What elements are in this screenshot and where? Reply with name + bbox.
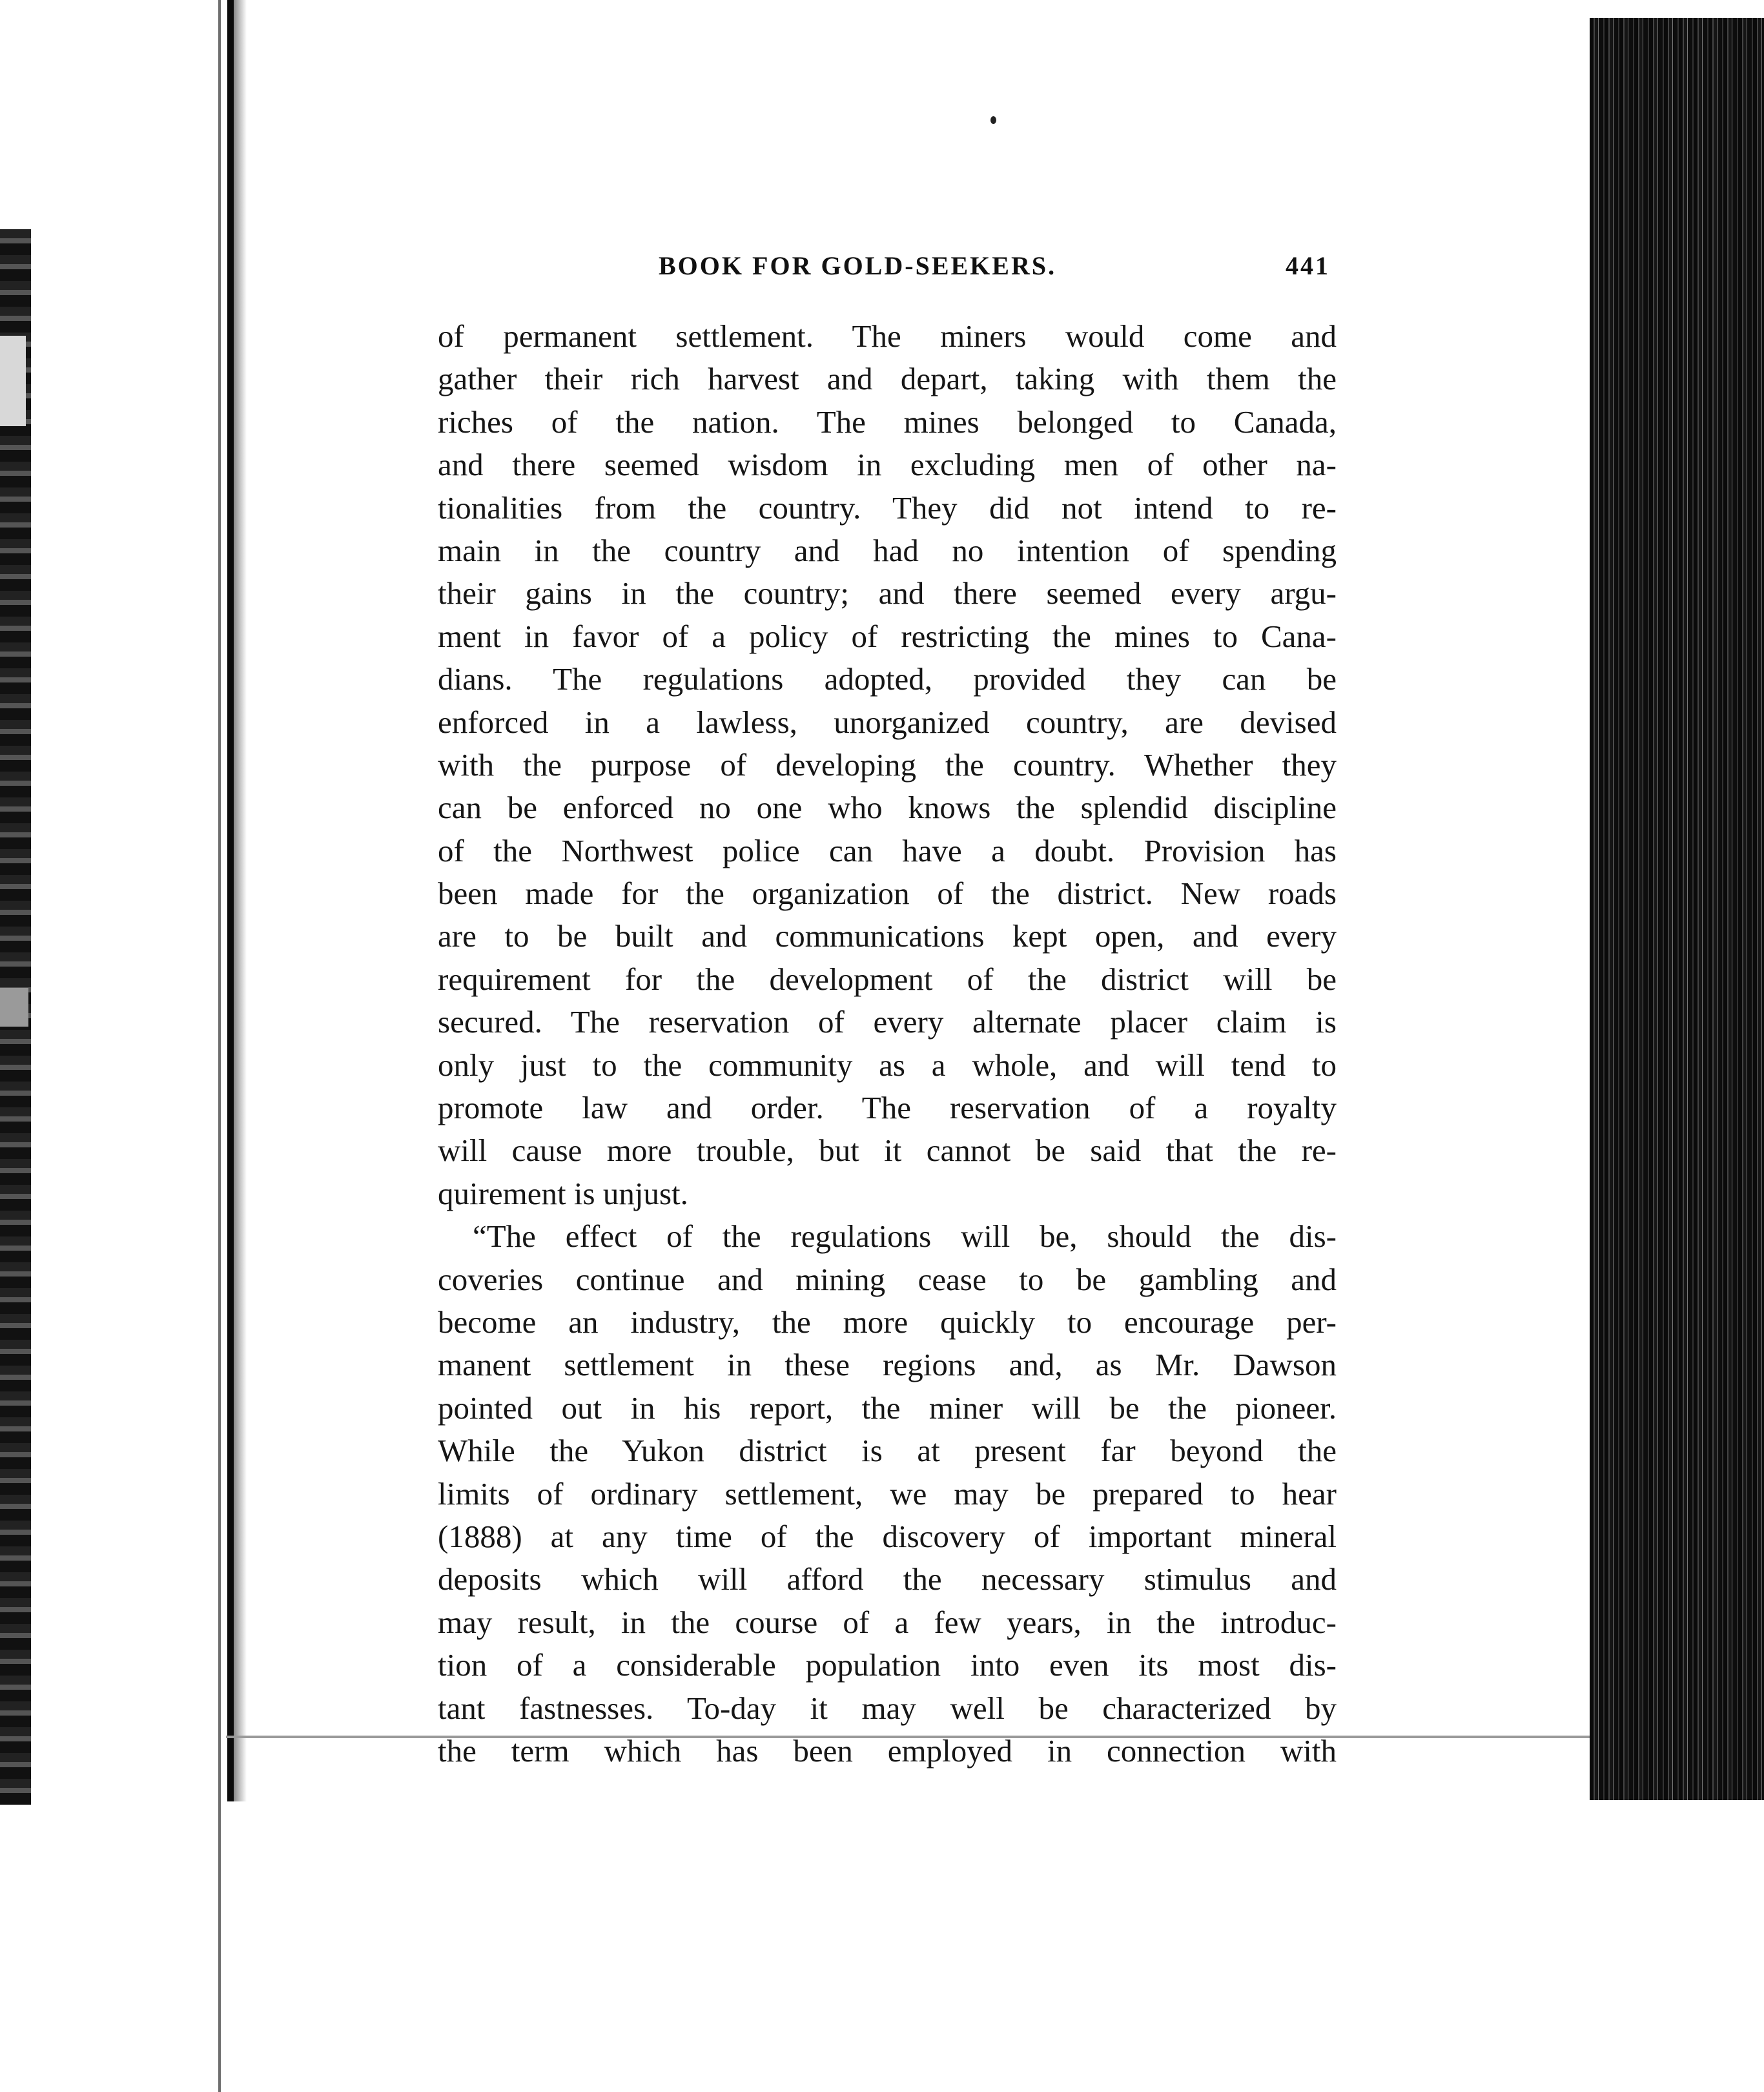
page-block-fore-edge	[1590, 18, 1764, 1800]
text-line: been made for the organization of the district. New roads	[438, 876, 1337, 912]
text-line: may result, in the course of a few years, in the introduc-	[438, 1604, 1337, 1640]
book-gutter	[227, 0, 234, 1801]
text-line: deposits which will afford the necessary stimulus and	[438, 1561, 1337, 1597]
text-line: gather their rich harvest and depart, taking with them the	[438, 361, 1337, 397]
plate-highlight	[0, 336, 26, 426]
text-line: riches of the nation. The mines belonged to Canada,	[438, 404, 1337, 440]
text-line: and there seemed wisdom in excluding men of other na-	[438, 447, 1337, 483]
gutter-shadow	[234, 0, 247, 1801]
text-line: “The effect of the regulations will be, should the dis-	[473, 1218, 1337, 1255]
text-line: the term which has been employed in connection with	[438, 1732, 1337, 1769]
text-line: their gains in the country; and there seemed every argu-	[438, 575, 1337, 611]
text-line: promote law and order. The reservation of a royalty	[438, 1090, 1337, 1126]
text-line: only just to the community as a whole, and will tend to	[438, 1047, 1337, 1083]
body-text	[438, 315, 1337, 1772]
text-line: ment in favor of a policy of restricting the mines to Cana-	[438, 618, 1337, 654]
text-line: dians. The regulations adopted, provided they can be	[438, 661, 1337, 697]
running-head	[659, 251, 1330, 284]
text-line: requirement for the development of the district will be	[438, 961, 1337, 997]
left-page-edge	[218, 0, 221, 2092]
text-line: will cause more trouble, but it cannot be said that the re-	[438, 1133, 1337, 1169]
text-line: can be enforced no one who knows the splendid discipline	[438, 790, 1337, 826]
text-line: of permanent settlement. The miners would come and	[438, 318, 1337, 354]
text-line: are to be built and communications kept open, and every	[438, 918, 1337, 954]
text-line: main in the country and had no intention of spending	[438, 532, 1337, 568]
ink-speck	[990, 116, 996, 124]
page-number: 441	[1286, 251, 1330, 280]
text-line: tion of a considerable population into even its most dis-	[438, 1647, 1337, 1683]
text-line: limits of ordinary settlement, we may be prepared to hear	[438, 1475, 1337, 1512]
text-line: quirement is unjust.	[438, 1175, 688, 1211]
text-line: enforced in a lawless, unorganized country, are devised	[438, 704, 1337, 740]
text-line: tionalities from the country. They did not intend to re-	[438, 489, 1337, 526]
text-line: manent settlement in these regions and, as Mr. Dawson	[438, 1347, 1337, 1383]
text-line: While the Yukon district is at present far beyond the	[438, 1433, 1337, 1469]
text-line: pointed out in his report, the miner will be the pioneer.	[438, 1390, 1337, 1426]
plate-highlight	[0, 988, 28, 1027]
text-line: of the Northwest police can have a doubt. Provision has	[438, 832, 1337, 868]
text-line: coveries continue and mining cease to be gambling and	[438, 1261, 1337, 1297]
text-line: (1888) at any time of the discovery of important mineral	[438, 1518, 1337, 1554]
running-title: BOOK FOR GOLD-SEEKERS.	[659, 251, 1057, 280]
text-line: with the purpose of developing the country. Whether they	[438, 746, 1337, 783]
text-line: become an industry, the more quickly to encourage per-	[438, 1304, 1337, 1340]
text-line: secured. The reservation of every alternate placer claim is	[438, 1004, 1337, 1040]
text-line: tant fastnesses. To-day it may well be characterized by	[438, 1690, 1337, 1726]
